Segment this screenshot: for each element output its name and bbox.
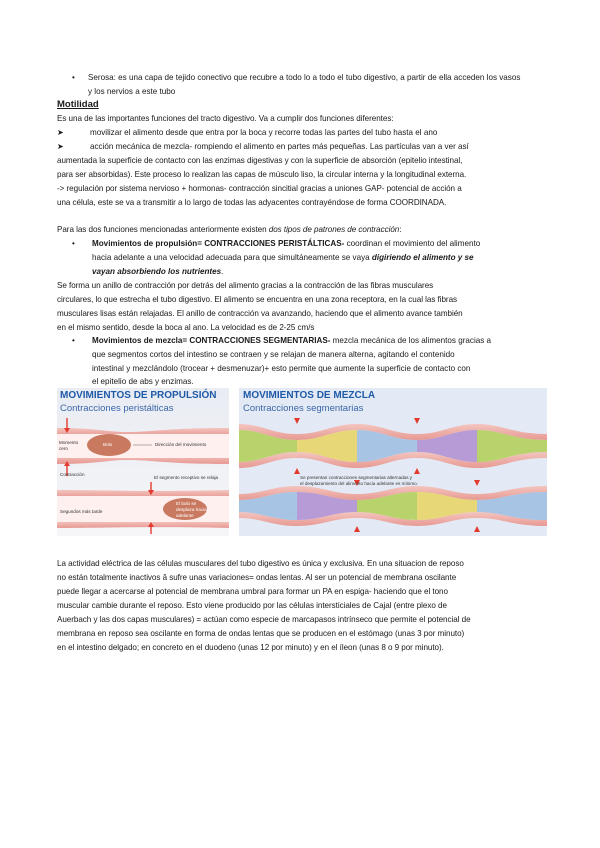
actividad-line-7: en el intestino delgado; en concreto en el duodeno (unas 12 por minuto) y en el íleon (unas 8 o 9 por minuto). — [57, 643, 444, 652]
actividad-line-1: La actividad eléctrica de las células musculares del tubo digestivo es única y exclusiva. En una situacion de reposo — [57, 559, 464, 568]
mezcla-line-4: el epitelio de abs y enzimas. — [92, 377, 194, 386]
contraction-label: Contracción — [60, 472, 85, 477]
arrow-bullet-1: ➤ — [57, 128, 64, 137]
momento-label-2: cero — [59, 446, 68, 451]
motilidad-item-1: movilizar el alimento desde que entra por la boca y recorre todas las partes del tubo hasta el ano — [90, 128, 438, 137]
propulsion-line-1: Movimientos de propulsión= CONTRACCIONES PERISTÁLTICAS- coordinan el movimiento del alimento — [92, 239, 481, 248]
bullet: • — [72, 336, 75, 345]
momento-label-1: Momento — [59, 440, 79, 445]
direction-label: Dirección del movimiento — [155, 442, 207, 447]
patterns-intro: Para las dos funciones mencionadas anteriormente existen dos tipos de patrones de contracción: — [57, 225, 402, 234]
receptive-label: El segmento receptivo se relaja — [154, 475, 219, 480]
mezcla-line-3: intestinal y mezclándolo (trocear + desmenuzar)+ esto permite que aumente la superficie de contacto con — [92, 364, 471, 373]
later-label: Segundos más tarde — [60, 509, 103, 514]
motilidad-rest-2: para ser absorbidas). Este proceso lo realizan las capas de músculo liso, la circular interna y la longitudinal externa. — [57, 170, 467, 179]
segmental-tube-bottom — [239, 486, 547, 526]
mezcla-line-1: Movimientos de mezcla= CONTRACCIONES SEGMENTARIAS- mezcla mecánica de los alimentos gracias a — [92, 336, 492, 345]
motilidad-item-2: acción mecánica de mezcla- rompiendo el alimento en partes más pequeñas. Las partículas van a ver así — [90, 142, 469, 151]
motilidad-heading: Motilidad — [57, 99, 99, 110]
serosa-line-1: Serosa: es una capa de tejido conectivo que recubre a todo lo a todo el tubo digestivo, a partir de ella acceden los vasos — [88, 73, 521, 82]
motilidad-rest-3: -> regulación por sistema nervioso + hormonas- contracción sincitial gracias a uniones GAP- potencial de acción a — [57, 184, 462, 193]
motilidad-intro: Es una de las importantes funciones del tracto digestivo. Va a cumplir dos funciones diferentes: — [57, 114, 394, 123]
anillo-line-3: musculares lisas están relajadas. El anillo de contracción va avanzando, haciendo que el alimento avance también — [57, 309, 463, 318]
serosa-line-2: y los nervios a este tubo — [88, 87, 176, 96]
mezcla-line-2: que segmentos cortos del intestino se contraen y se relajan de manera alterna, agitando el contenido — [92, 350, 455, 359]
bullet: • — [72, 73, 75, 82]
actividad-line-5: Auerbach y las dos capas musculares) = actúan como especie de marcapasos intrínseco que permite el potencial de — [57, 615, 471, 624]
motilidad-rest-4: una célula, este se va a transmitir a lo largo de todas las adyacentes contrayéndose de forma COORDINADA. — [57, 198, 447, 207]
anillo-line-4: en el mismo sentido, desde la boca al ano. La velocidad es de 2-25 cm/s — [57, 323, 315, 332]
bolus-moves-1: El bolo se — [176, 501, 197, 506]
bullet: • — [72, 239, 75, 248]
right-figure-subtitle: Contracciones segmentarias — [243, 403, 364, 414]
bolus-moves-3: adelante — [176, 513, 194, 518]
left-figure-subtitle: Contracciones peristálticas — [60, 403, 174, 414]
motilidad-rest-1: aumentada la superficie de contacto con las enzimas digestivas y con la superficie de absorción (epitelio intestinal, — [57, 156, 463, 165]
actividad-line-6: membrana en reposo sea oscilante en forma de ondas lentas que se producen en el estómago (unas 3 por minuto) — [57, 629, 465, 638]
propulsion-line-3: vayan absorbiendo los nutrientes. — [92, 267, 224, 276]
anillo-line-2: circulares, lo que estrecha el tubo digestivo. El alimento se encuentra en una zona receptora, en la cual las fibras — [57, 295, 458, 304]
propulsion-line-2: hacia adelante a una velocidad adecuada para que simultáneamente se vaya digiriendo el alimento y se — [92, 253, 474, 262]
actividad-line-3: puede llegar a acercarse al potencial de membrana umbral para formar un PA en espiga- haciendo que el tono — [57, 587, 448, 596]
segmental-caption-1: Se presentan contracciones segmentarias alternadas y — [300, 475, 413, 480]
right-figure-title: MOVIMIENTOS DE MEZCLA — [243, 390, 376, 401]
bolus-label: Bolo — [103, 442, 113, 447]
actividad-line-4: muscular cambie durante el reposo. Esto viene producido por las células intersticiales de Cajal (entre plexo de — [57, 601, 447, 610]
actividad-line-2: no están totalmente inactivos â sufre unas variaciones= ondas lentas. Al ser un potencial de membrana oscilante — [57, 573, 457, 582]
arrow-bullet-2: ➤ — [57, 142, 64, 151]
segmental-caption-2: el desplazamiento del alimento hacia adelante es mínimo. — [300, 481, 418, 486]
anillo-line-1: Se forma un anillo de contracción por detrás del alimento gracias a la contracción de las fibras musculares — [57, 281, 434, 290]
bolus-moves-2: desplaza hacia — [176, 507, 207, 512]
left-figure-title: MOVIMIENTOS DE PROPULSIÓN — [60, 390, 217, 401]
